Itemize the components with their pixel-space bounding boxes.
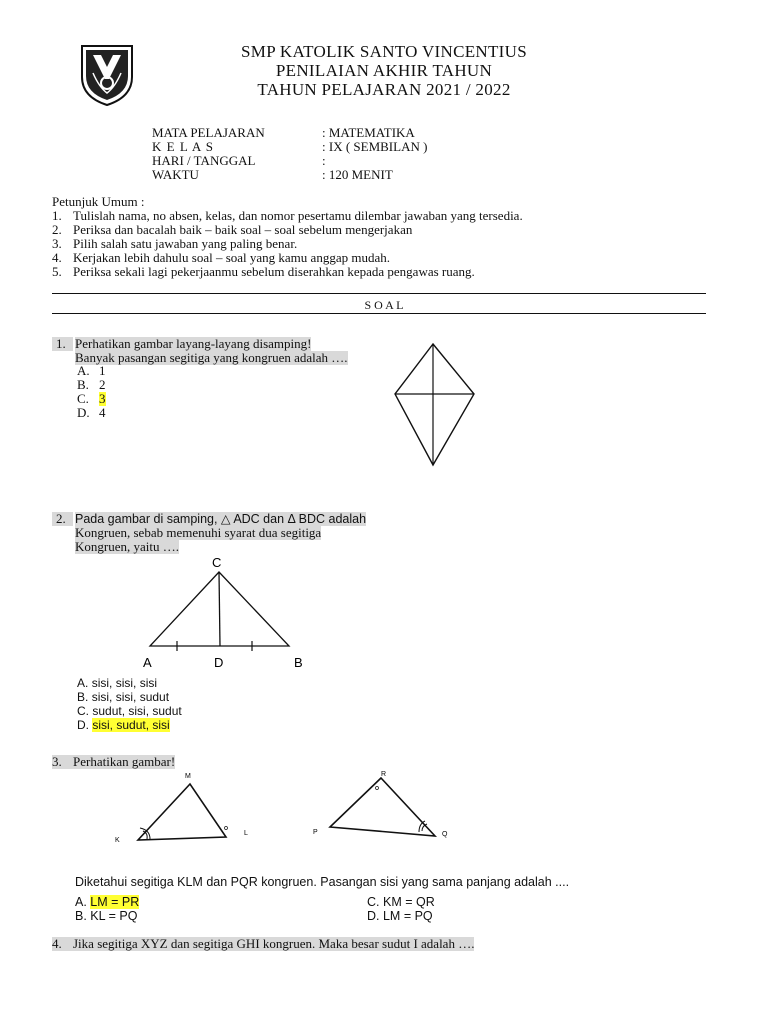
vertex-label-m: M [185,773,191,780]
q2-option-d: D. sisi, sudut, sisi [77,718,170,732]
instruction-text: Periksa dan bacalah baik – baik soal – soal sebelum mengerjakan [73,222,413,237]
q4-prompt-line1: Jika segitiga XYZ dan segitiga GHI kongruen. Maka besar sudut I adalah …. [73,936,475,951]
q1-option-d-text: 4 [99,405,106,420]
instruction-num: 1. [52,208,62,223]
instruction-num: 3. [52,236,62,251]
info-value-subject: : MATEMATIKA [322,125,415,140]
q1-option-b-text: 2 [99,377,106,392]
vertex-label-p: P [313,829,318,836]
triangle-adc-bdc-figure [140,556,320,672]
vertex-label-q: Q [442,831,448,838]
instructions-title: Petunjuk Umum : [52,194,145,209]
school-name: SMP KATOLIK SANTO VINCENTIUS [241,42,527,61]
instruction-text: Kerjakan lebih dahulu soal – soal yang kamu anggap mudah. [73,250,390,265]
q3-prompt-line1: Perhatikan gambar! [73,754,176,769]
q1-option-c-text-highlighted: 3 [99,391,106,406]
q1-option-a-letter: A. [77,363,90,378]
info-label-subject: MATA PELAJARAN [152,125,265,140]
triangle-pqr-figure [305,766,455,846]
vertex-label-r: R [381,771,387,778]
q1-number: 1. [52,337,73,351]
divider-bottom [52,313,706,314]
vertex-label-k: K [115,837,120,844]
q1-option-a-text: 1 [99,363,106,378]
section-title: S O A L [364,298,404,312]
triangle-klm-figure [110,768,260,848]
q2-option-b: B. sisi, sisi, sudut [77,690,170,704]
instruction-text: Tulislah nama, no absen, kelas, dan nomor pesertamu dilembar jawaban yang tersedia. [73,208,523,223]
instruction-text: Periksa sekali lagi pekerjaanmu sebelum diserahkan kepada pengawas ruang. [73,264,475,279]
q3-option-a: A. LM = PR [75,895,140,909]
q3-option-b: B. KL = PQ [75,909,138,923]
q2-option-d-highlight: sisi, sudut, sisi [92,718,170,732]
q2-prompt-line2: Kongruen, sebab memenuhi syarat dua segitiga [75,525,322,540]
info-value-date: : [322,153,326,168]
info-label-date: HARI / TANGGAL [152,153,256,168]
q3-number: 3. [52,755,73,769]
vertex-label-d: D [214,655,224,670]
vertex-label-a: A [143,655,152,670]
divider-top [52,293,706,294]
vertex-label-l: L [244,830,248,837]
q2-prompt-line3: Kongruen, yaitu …. [75,539,179,554]
q2-number: 2. [52,512,73,526]
q1-option-d-letter: D. [77,405,90,420]
q2-prompt-line1: Pada gambar di samping, △ ADC dan Δ BDC adalah [75,512,367,526]
q3-option-c: C. KM = QR [367,895,435,909]
vertex-label-c: C [212,556,222,570]
vertex-label-b: B [294,655,303,670]
info-value-time: : 120 MENIT [322,167,393,182]
q1-prompt-line1: Perhatikan gambar layang-layang disamping! [75,336,312,351]
instruction-num: 2. [52,222,62,237]
q1-option-b-letter: B. [77,377,89,392]
q3-option-d: D. LM = PQ [367,909,433,923]
kite-figure [390,340,490,470]
q1-prompt-line2: Banyak pasangan segitiga yang kongruen adalah …. [75,350,348,365]
q1-option-c-letter: C. [77,391,89,406]
info-label-time: WAKTU [152,167,199,182]
q3-statement: Diketahui segitiga KLM dan PQR kongruen. Pasangan sisi yang sama panjang adalah .... [75,875,570,889]
instruction-text: Pilih salah satu jawaban yang paling benar. [73,236,298,251]
q2-option-a: A. sisi, sisi, sisi [77,676,158,690]
q2-option-c: C. sudut, sisi, sudut [77,704,182,718]
q4-number: 4. [52,937,73,951]
q3-option-a-highlight: LM = PR [90,895,140,909]
exam-title: PENILAIAN AKHIR TAHUN [275,61,493,80]
instruction-num: 4. [52,250,62,265]
instruction-num: 5. [52,264,62,279]
info-label-class: K E L A S [152,139,214,154]
info-value-class: : IX ( SEMBILAN ) [322,139,428,154]
school-year: TAHUN PELAJARAN 2021 / 2022 [257,80,511,99]
